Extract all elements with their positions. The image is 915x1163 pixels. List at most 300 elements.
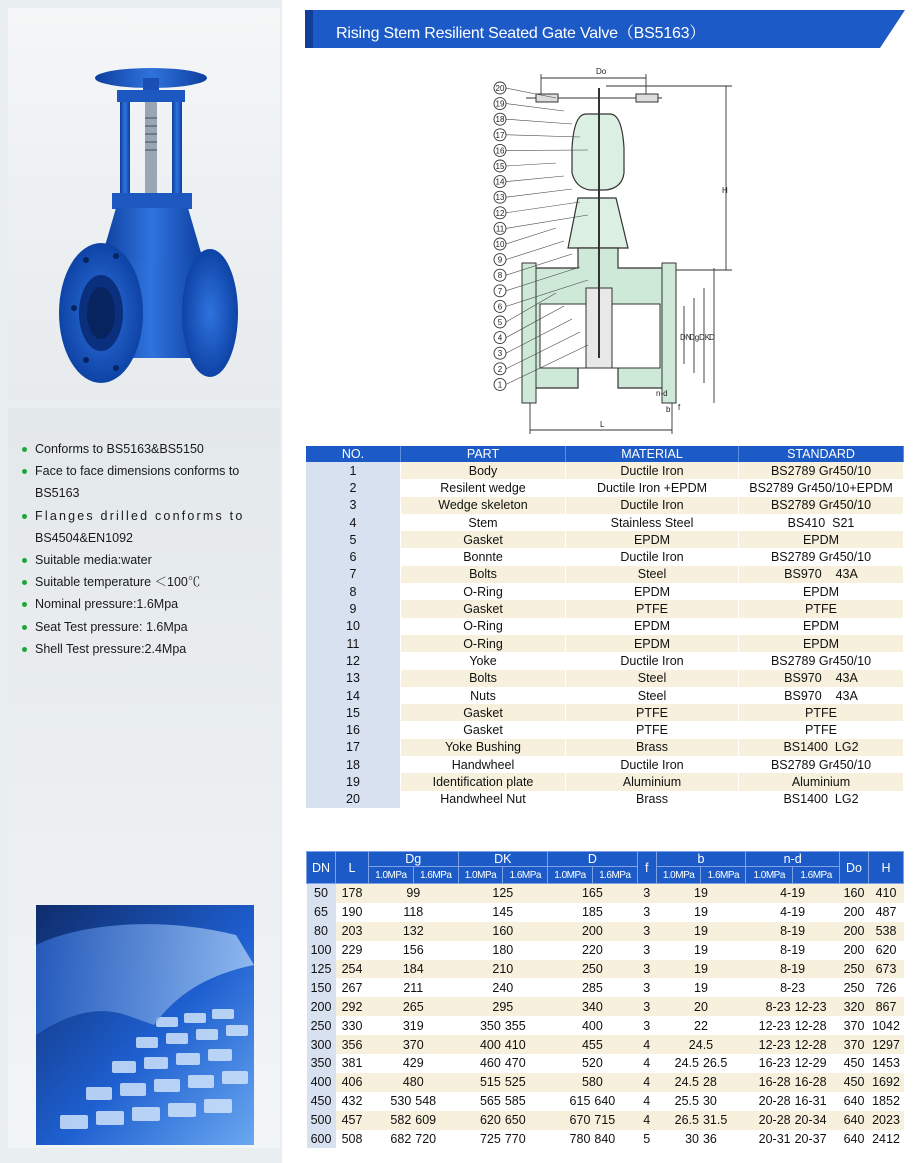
- dg-value-2: 548: [413, 1092, 458, 1111]
- nd-value: 8-19: [746, 922, 840, 941]
- parts-row: [306, 773, 904, 790]
- dk-value-1: 620: [458, 1111, 503, 1130]
- part-no: 20: [306, 791, 401, 808]
- f-value: 4: [637, 1073, 656, 1092]
- do-value: 200: [840, 922, 869, 941]
- part-name: Handwheel: [401, 756, 566, 773]
- callout-number: 14: [495, 177, 505, 187]
- subheader-p2: 1.6MPa: [793, 867, 840, 884]
- part-standard: PTFE: [739, 600, 904, 617]
- dg-value-1: 530: [369, 1092, 414, 1111]
- part-name: O-Ring: [401, 618, 566, 635]
- l-value: 203: [336, 922, 369, 941]
- dim-label-do: Do: [596, 67, 607, 76]
- part-no: 18: [306, 756, 401, 773]
- do-value: 250: [840, 978, 869, 997]
- feature-item: [22, 460, 272, 482]
- b-value-2: 26.5: [701, 1054, 746, 1073]
- part-standard: BS2789 Gr450/10: [739, 756, 904, 773]
- subheader-p2: 1.6MPa: [701, 867, 746, 884]
- part-standard: PTFE: [739, 704, 904, 721]
- part-material: Brass: [566, 739, 739, 756]
- dims-row: [307, 1054, 904, 1073]
- dims-row: [307, 1092, 904, 1111]
- b-value: 19: [656, 884, 746, 903]
- subheader-p2: 1.6MPa: [503, 867, 548, 884]
- dim-label-h: H: [722, 186, 728, 195]
- f-value: 4: [637, 1111, 656, 1130]
- nd-value: 8-19: [746, 960, 840, 979]
- product-photo-frame: [8, 8, 280, 400]
- col-header-no: NO.: [306, 446, 401, 462]
- col-header-do: Do: [840, 852, 869, 884]
- dg-value: 265: [369, 997, 459, 1016]
- part-name: Identification plate: [401, 773, 566, 790]
- nd-value-1: 12-23: [746, 1016, 793, 1035]
- feature-list: [22, 438, 272, 660]
- do-value: 450: [840, 1054, 869, 1073]
- part-name: Body: [401, 462, 566, 479]
- nd-value-2: 12-28: [793, 1035, 840, 1054]
- do-value: 250: [840, 960, 869, 979]
- callout-number: 15: [495, 162, 505, 171]
- dimensions-table: [306, 851, 904, 1148]
- d-value: 455: [548, 1035, 638, 1054]
- b-value: 22: [656, 1016, 746, 1035]
- part-name: Yoke: [401, 652, 566, 669]
- parts-row: [306, 514, 904, 531]
- l-value: 508: [336, 1130, 369, 1149]
- parts-table: [306, 446, 904, 808]
- dims-row: [307, 1035, 904, 1054]
- part-material: Ductile Iron: [566, 462, 739, 479]
- parts-row: [306, 791, 904, 808]
- dg-value: 370: [369, 1035, 459, 1054]
- part-standard: BS2789 Gr450/10: [739, 462, 904, 479]
- dim-label-f: f: [678, 403, 681, 412]
- dims-row: [307, 978, 904, 997]
- part-no: 8: [306, 583, 401, 600]
- parts-row: [306, 462, 904, 479]
- dg-value-1: 582: [369, 1111, 414, 1130]
- h-value: 1453: [869, 1054, 904, 1073]
- d-value: 185: [548, 903, 638, 922]
- nd-value-1: 16-28: [746, 1073, 793, 1092]
- bullet-icon: [22, 514, 27, 519]
- dn-value: 350: [307, 1054, 336, 1073]
- do-value: 640: [840, 1092, 869, 1111]
- part-name: Bolts: [401, 670, 566, 687]
- part-name: Yoke Bushing: [401, 739, 566, 756]
- dim-label-d: D: [709, 333, 715, 342]
- callout-number: 6: [497, 302, 503, 312]
- part-no: 16: [306, 721, 401, 738]
- part-no: 17: [306, 739, 401, 756]
- b-value-1: 24.5: [656, 1073, 701, 1092]
- callout-leader: [506, 202, 580, 213]
- l-value: 267: [336, 978, 369, 997]
- dims-row: [307, 922, 904, 941]
- do-value: 640: [840, 1111, 869, 1130]
- parts-row: [306, 548, 904, 565]
- callout-leader: [506, 104, 564, 111]
- dn-value: 65: [307, 903, 336, 922]
- callout-number: 16: [495, 146, 505, 156]
- b-value-1: 24.5: [656, 1054, 701, 1073]
- callout-leader: [506, 241, 564, 260]
- parts-header-row: [306, 446, 904, 462]
- d-value: 165: [548, 884, 638, 903]
- l-value: 381: [336, 1054, 369, 1073]
- nd-value: 4-19: [746, 884, 840, 903]
- part-name: Handwheel Nut: [401, 791, 566, 808]
- part-standard: BS970 43A: [739, 566, 904, 583]
- feature-item: [22, 505, 272, 527]
- part-material: PTFE: [566, 704, 739, 721]
- feature-item: [22, 527, 272, 549]
- dk-value-2: 525: [503, 1073, 548, 1092]
- part-material: EPDM: [566, 635, 739, 652]
- dims-row: [307, 884, 904, 903]
- dk-value-1: 350: [458, 1016, 503, 1035]
- dims-row: [307, 960, 904, 979]
- dn-value: 400: [307, 1073, 336, 1092]
- h-value: 2023: [869, 1111, 904, 1130]
- part-material: PTFE: [566, 600, 739, 617]
- dg-value: 184: [369, 960, 459, 979]
- part-material: Ductile Iron: [566, 756, 739, 773]
- col-header-d: D: [548, 852, 638, 867]
- callout-number: 2: [497, 364, 503, 374]
- do-value: 450: [840, 1073, 869, 1092]
- feature-text: Shell Test pressure:2.4Mpa: [35, 641, 187, 656]
- part-standard: EPDM: [739, 618, 904, 635]
- bullet-icon: [22, 558, 27, 563]
- part-name: Resilent wedge: [401, 479, 566, 496]
- do-value: 160: [840, 884, 869, 903]
- part-name: Gasket: [401, 704, 566, 721]
- feature-text: Suitable media:water: [35, 553, 152, 568]
- subheader-p2: 1.6MPa: [413, 867, 458, 884]
- dn-value: 500: [307, 1111, 336, 1130]
- part-no: 11: [306, 635, 401, 652]
- d-value-2: 640: [592, 1092, 637, 1111]
- dk-value-2: 355: [503, 1016, 548, 1035]
- dk-value-2: 770: [503, 1130, 548, 1149]
- callout-leader: [506, 163, 556, 166]
- part-name: Gasket: [401, 721, 566, 738]
- d-value: 580: [548, 1073, 638, 1092]
- f-value: 3: [637, 941, 656, 960]
- h-value: 1297: [869, 1035, 904, 1054]
- dn-value: 250: [307, 1016, 336, 1035]
- part-no: 5: [306, 531, 401, 548]
- b-value-1: 30: [656, 1130, 701, 1149]
- h-value: 867: [869, 997, 904, 1016]
- l-value: 457: [336, 1111, 369, 1130]
- part-standard: EPDM: [739, 635, 904, 652]
- page-title: Rising Stem Resilient Seated Gate Valve（BS5163）: [336, 25, 706, 42]
- callout-number: 4: [497, 333, 503, 343]
- subheader-p1: 1.0MPa: [746, 867, 793, 884]
- dk-value: 210: [458, 960, 548, 979]
- dims-row: [307, 1130, 904, 1149]
- dn-value: 300: [307, 1035, 336, 1054]
- feature-text: Face to face dimensions conforms to: [35, 464, 240, 479]
- part-material: Stainless Steel: [566, 514, 739, 531]
- part-no: 9: [306, 600, 401, 617]
- part-no: 15: [306, 704, 401, 721]
- feature-text: BS5163: [35, 486, 80, 501]
- parts-row: [306, 618, 904, 635]
- nd-value: 4-19: [746, 903, 840, 922]
- dim-label-dg: Dg: [689, 333, 700, 342]
- f-value: 3: [637, 884, 656, 903]
- f-value: 4: [637, 1035, 656, 1054]
- dg-value: 319: [369, 1016, 459, 1035]
- part-standard: Aluminium: [739, 773, 904, 790]
- part-name: O-Ring: [401, 635, 566, 652]
- dg-value: 429: [369, 1054, 459, 1073]
- dn-value: 200: [307, 997, 336, 1016]
- do-value: 370: [840, 1016, 869, 1035]
- f-value: 5: [637, 1130, 656, 1149]
- dn-value: 150: [307, 978, 336, 997]
- col-header-dn: DN: [307, 852, 336, 884]
- part-name: Bolts: [401, 566, 566, 583]
- nd-value-1: 20-31: [746, 1130, 793, 1149]
- dk-value-2: 470: [503, 1054, 548, 1073]
- part-material: Steel: [566, 670, 739, 687]
- part-name: O-Ring: [401, 583, 566, 600]
- callout-number: 18: [495, 115, 505, 125]
- dims-subheader-row: [307, 867, 904, 884]
- nd-value-2: 20-34: [793, 1111, 840, 1130]
- b-value: 19: [656, 922, 746, 941]
- parts-row: [306, 652, 904, 669]
- callout-number: 13: [495, 193, 505, 203]
- part-material: Ductile Iron: [566, 497, 739, 514]
- l-value: 432: [336, 1092, 369, 1111]
- nd-value-2: 16-28: [793, 1073, 840, 1092]
- part-name: Gasket: [401, 531, 566, 548]
- part-no: 6: [306, 548, 401, 565]
- dim-label-nd: n-d: [656, 389, 668, 398]
- f-value: 3: [637, 960, 656, 979]
- part-standard: BS1400 LG2: [739, 739, 904, 756]
- part-standard: BS2789 Gr450/10: [739, 497, 904, 514]
- part-material: Aluminium: [566, 773, 739, 790]
- col-header-part: PART: [401, 446, 566, 462]
- d-value-1: 670: [548, 1111, 593, 1130]
- bullet-icon: [22, 580, 27, 585]
- dk-value: 240: [458, 978, 548, 997]
- b-value: 19: [656, 960, 746, 979]
- dim-label-dk: DK: [699, 333, 711, 342]
- parts-row: [306, 756, 904, 773]
- feature-text: Suitable temperature ＜100℃: [35, 575, 201, 590]
- callout-number: 17: [495, 130, 505, 140]
- callout-number: 1: [497, 380, 503, 390]
- part-standard: BS1400 LG2: [739, 791, 904, 808]
- bullet-icon: [22, 469, 27, 474]
- dn-value: 50: [307, 884, 336, 903]
- part-standard: BS2789 Gr450/10: [739, 652, 904, 669]
- h-value: 2412: [869, 1130, 904, 1149]
- nd-value-2: 12-28: [793, 1016, 840, 1035]
- dg-value: 132: [369, 922, 459, 941]
- part-no: 2: [306, 479, 401, 496]
- callout-number: 10: [495, 240, 505, 249]
- feature-item: [22, 571, 272, 593]
- callout-number: 9: [497, 255, 503, 265]
- dk-value-2: 585: [503, 1092, 548, 1111]
- dims-row: [307, 941, 904, 960]
- nd-value: 8-19: [746, 941, 840, 960]
- b-value-2: 36: [701, 1130, 746, 1149]
- dims-row: [307, 997, 904, 1016]
- callout-leader: [506, 228, 556, 244]
- part-name: Nuts: [401, 687, 566, 704]
- f-value: 3: [637, 903, 656, 922]
- parts-row: [306, 583, 904, 600]
- dk-value-1: 460: [458, 1054, 503, 1073]
- valve-cross-section-drawing: [486, 58, 746, 438]
- d-value: 285: [548, 978, 638, 997]
- callout-leader: [506, 176, 564, 182]
- f-value: 3: [637, 997, 656, 1016]
- part-material: Ductile Iron +EPDM: [566, 479, 739, 496]
- dims-row: [307, 1016, 904, 1035]
- dk-value: 295: [458, 997, 548, 1016]
- dim-label-b: b: [666, 405, 671, 414]
- dk-value-1: 515: [458, 1073, 503, 1092]
- f-value: 4: [637, 1092, 656, 1111]
- callout-number: 7: [497, 286, 503, 296]
- feature-text: Conforms to BS5163&BS5150: [35, 442, 204, 456]
- feature-item: [22, 482, 272, 504]
- h-value: 673: [869, 960, 904, 979]
- dn-value: 450: [307, 1092, 336, 1111]
- callout-number: 11: [495, 224, 505, 234]
- dn-value: 600: [307, 1130, 336, 1149]
- nd-value-2: 12-29: [793, 1054, 840, 1073]
- h-value: 1042: [869, 1016, 904, 1035]
- parts-table-body: [306, 462, 904, 808]
- dn-value: 80: [307, 922, 336, 941]
- part-no: 7: [306, 566, 401, 583]
- l-value: 229: [336, 941, 369, 960]
- parts-row: [306, 635, 904, 652]
- b-value-1: 26.5: [656, 1111, 701, 1130]
- nd-value: 8-23: [746, 978, 840, 997]
- part-name: Gasket: [401, 600, 566, 617]
- dg-value-1: 682: [369, 1130, 414, 1149]
- do-value: 200: [840, 941, 869, 960]
- part-material: Steel: [566, 687, 739, 704]
- keyboard-hand-photo: [36, 905, 254, 1145]
- subheader-p1: 1.0MPa: [458, 867, 503, 884]
- callout-number: 19: [495, 99, 505, 109]
- callout-leader: [506, 88, 556, 98]
- callout-leader: [506, 135, 580, 137]
- h-value: 620: [869, 941, 904, 960]
- callout-number: 5: [497, 318, 503, 327]
- subheader-p1: 1.0MPa: [656, 867, 701, 884]
- part-material: EPDM: [566, 531, 739, 548]
- part-name: Bonnte: [401, 548, 566, 565]
- nd-value-1: 20-28: [746, 1111, 793, 1130]
- dk-value: 180: [458, 941, 548, 960]
- part-no: 13: [306, 670, 401, 687]
- l-value: 178: [336, 884, 369, 903]
- feature-item: [22, 593, 272, 615]
- dk-value-2: 410: [503, 1035, 548, 1054]
- l-value: 330: [336, 1016, 369, 1035]
- l-value: 292: [336, 997, 369, 1016]
- nd-value-1: 12-23: [746, 1035, 793, 1054]
- col-header-nd: n-d: [746, 852, 840, 867]
- feature-item: [22, 549, 272, 571]
- part-standard: BS970 43A: [739, 670, 904, 687]
- d-value: 220: [548, 941, 638, 960]
- nd-value-1: 8-23: [746, 997, 793, 1016]
- dn-value: 125: [307, 960, 336, 979]
- dk-value-1: 400: [458, 1035, 503, 1054]
- part-name: Stem: [401, 514, 566, 531]
- nd-value-2: 20-37: [793, 1130, 840, 1149]
- parts-row: [306, 531, 904, 548]
- part-material: Ductile Iron: [566, 548, 739, 565]
- b-value: 19: [656, 978, 746, 997]
- b-value: 20: [656, 997, 746, 1016]
- nd-value-1: 20-28: [746, 1092, 793, 1111]
- b-value-2: 31.5: [701, 1111, 746, 1130]
- nd-value-1: 16-23: [746, 1054, 793, 1073]
- feature-text: BS4504&EN1092: [35, 530, 133, 545]
- gate-valve-photo: [8, 8, 280, 400]
- parts-row: [306, 704, 904, 721]
- parts-row: [306, 479, 904, 496]
- parts-row: [306, 739, 904, 756]
- callout-number: 20: [495, 84, 505, 93]
- dg-value: 156: [369, 941, 459, 960]
- callout-leader: [506, 119, 572, 124]
- feature-item: [22, 616, 272, 638]
- part-standard: BS2789 Gr450/10+EPDM: [739, 479, 904, 496]
- b-value-2: 28: [701, 1073, 746, 1092]
- h-value: 538: [869, 922, 904, 941]
- part-material: EPDM: [566, 583, 739, 600]
- part-material: PTFE: [566, 721, 739, 738]
- feature-item: [22, 438, 272, 460]
- h-value: 1852: [869, 1092, 904, 1111]
- parts-row: [306, 566, 904, 583]
- feature-item: [22, 638, 272, 660]
- dg-value: 99: [369, 884, 459, 903]
- col-header-dk: DK: [458, 852, 548, 867]
- do-value: 200: [840, 903, 869, 922]
- feature-text: Seat Test pressure: 1.6Mpa: [35, 619, 188, 634]
- dk-value: 145: [458, 903, 548, 922]
- part-no: 19: [306, 773, 401, 790]
- h-value: 1692: [869, 1073, 904, 1092]
- nd-value-2: 12-23: [793, 997, 840, 1016]
- parts-row: [306, 721, 904, 738]
- d-value: 250: [548, 960, 638, 979]
- bullet-icon: [22, 647, 27, 652]
- d-value-1: 615: [548, 1092, 593, 1111]
